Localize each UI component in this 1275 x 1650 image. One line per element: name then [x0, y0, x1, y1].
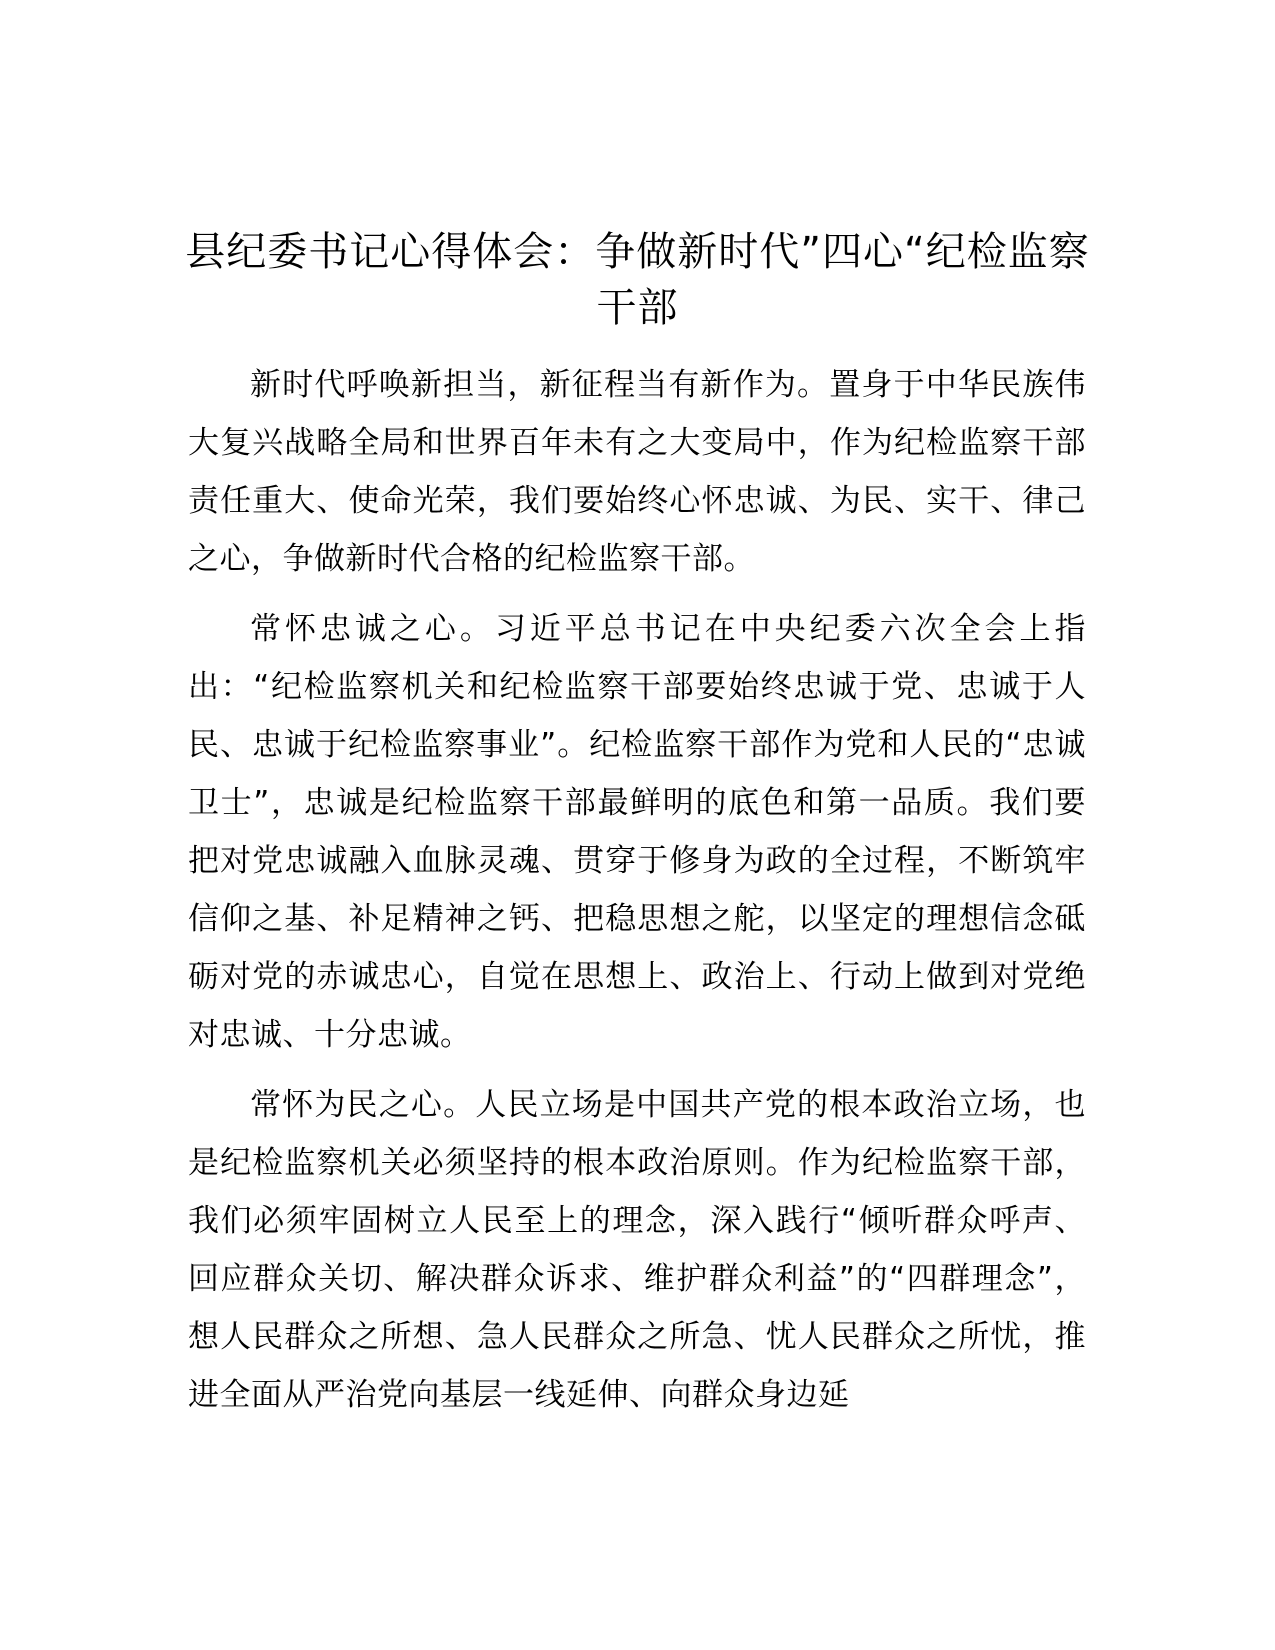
document-body: [188, 356, 1086, 1436]
paragraph-loyalty: 常怀忠诚之心。习近平总书记在中央纪委六次全会上指出：“纪检监察机关和纪检监察干部要始终忠诚于党、忠诚于人民、忠诚于纪检监察事业”。纪检监察干部作为党和人民的“忠诚卫士”，忠诚是纪检监察干部最鲜明的底色和第一品质。我们要把对党忠诚融入血脉灵魂、贯穿于修身为政的全过程，不断筑牢信仰之基、补足精神之钙、把稳思想之舵，以坚定的理想信念砥砺对党的赤诚忠心，自觉在思想上、政治上、行动上做到对党绝对忠诚、十分忠诚。: [188, 611, 1086, 1053]
document-title: 县纪委书记心得体会：争做新时代”四心“纪检监察干部: [185, 229, 1090, 331]
paragraph-people: 常怀为民之心。人民立场是中国共产党的根本政治立场，也是纪检监察机关必须坚持的根本政治原则。作为纪检监察干部，我们必须牢固树立人民至上的理念，深入践行“倾听群众呼声、回应群众关切、解决群众诉求、维护群众利益”的“四群理念”，想人民群众之所想、急人民群众之所急、忧人民群众之所忧，推进全面从严治党向基层一线延伸、向群众身边延: [188, 1087, 1086, 1413]
paragraph-intro: 新时代呼唤新担当，新征程当有新作为。置身于中华民族伟大复兴战略全局和世界百年未有之大变局中，作为纪检监察干部责任重大、使命光荣，我们要始终心怀忠诚、为民、实干、律己之心，争做新时代合格的纪检监察干部。: [188, 367, 1086, 577]
